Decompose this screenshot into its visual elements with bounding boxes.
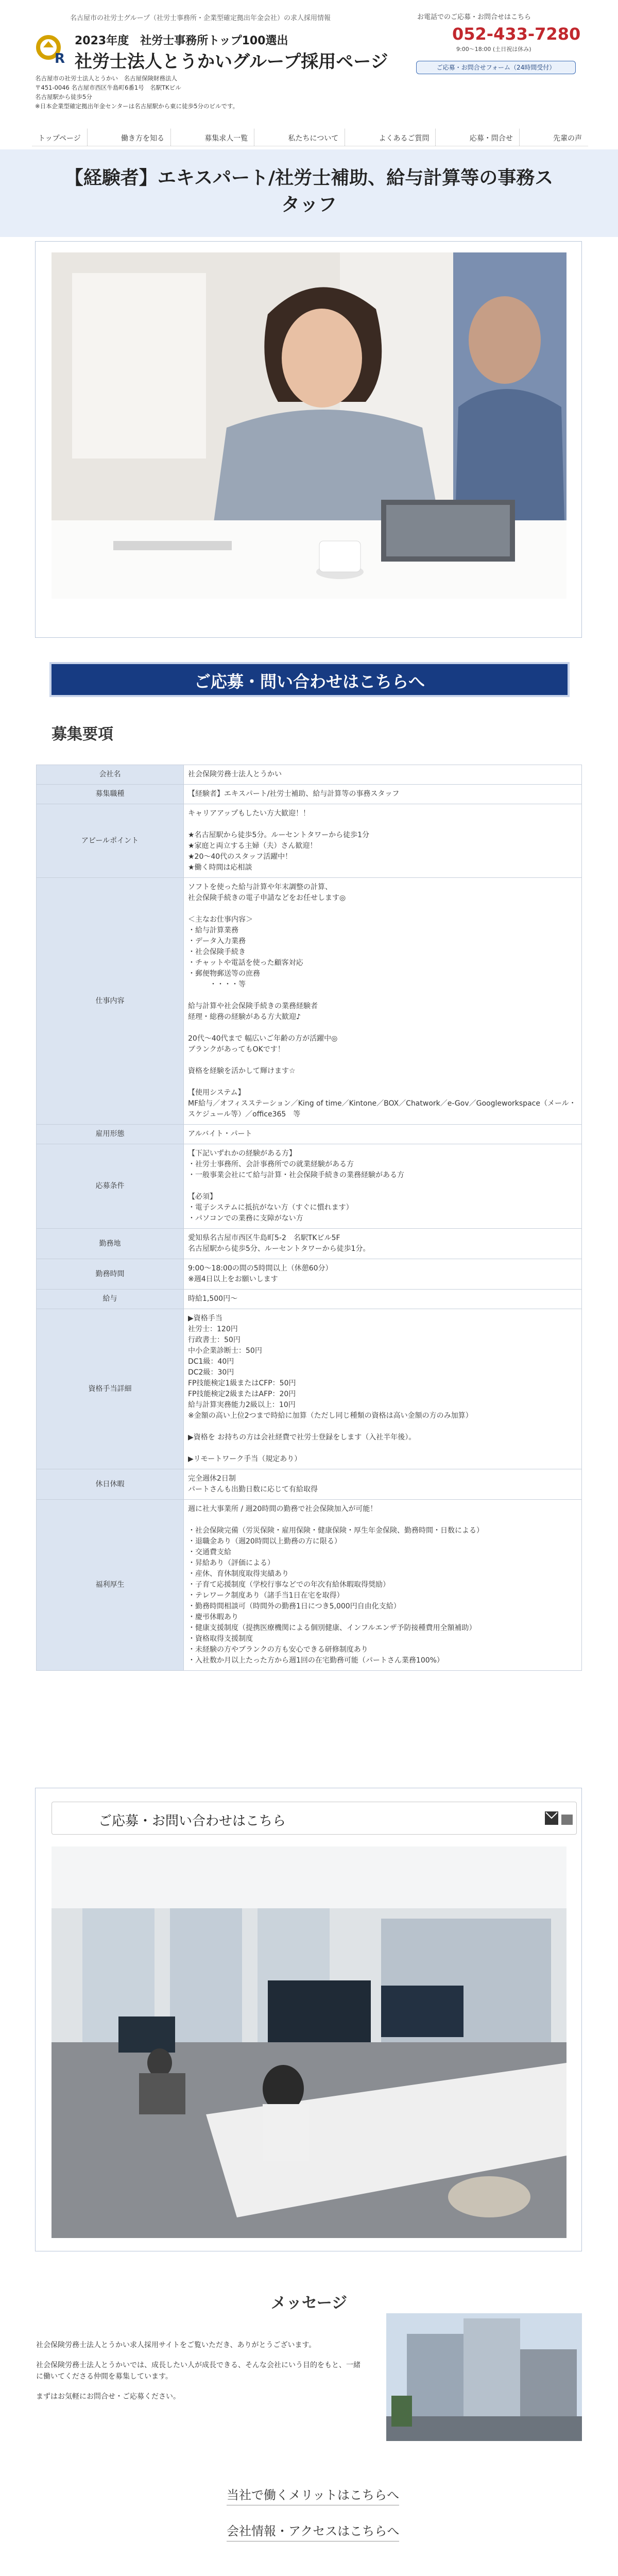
requirement-value: アルバイト・パート: [184, 1125, 582, 1144]
header-title-small: 2023年度 社労士事務所トップ100選出: [75, 35, 288, 47]
requirement-value: 社会保険労務士法人とうかい: [184, 765, 582, 785]
requirement-label: 勤務時間: [37, 1259, 184, 1290]
message-paragraph-1: 社会保険労務士法人とうかい求人採用サイトをご覧いただき、ありがとうございます。: [36, 2341, 316, 2349]
benefits-link[interactable]: 当社で働くメリットはこちらへ: [227, 2485, 399, 2505]
table-row: [37, 1144, 582, 1229]
page-title-banner: [0, 149, 618, 237]
requirement-value: ソフトを使った給与計算や年末調整の計算、 社会保険手続きの電子申請などをお任せします◎ ＜主なお仕事内容＞ ・給与計算業務 ・データ入力業務 ・社会保険手続き ・チャットや電話を使った顧客対応 ・郵便物郵送等の庶務 ・・・・等 給与計算や社会保険手続きの業務経験者 経理・総務の経験がある方大歓迎♪ 20代～40代まで 幅広いご年齢の方が活躍中◎ ブランクがあってもOKです！ 資格を経験を活かして輝けます☆ 【使用システム】 MF給与／オフィスステーション／King of time／Kintone／BOX／Chatwork／e-Gov／Googleworkspace（メール・スケジュール等）／office365 等: [184, 878, 582, 1125]
requirement-value: 週に社大事業所 / 週20時間の勤務で社会保険加入が可能！ ・社会保険完備（労災保険・雇用保険・健康保険・厚生年金保険、勤務時間・日数による） ・退職金あり（週20時間以上勤務の方に限る） ・交通費支給 ・昇給あり（評価による） ・産休、育休制度取得実績あり ・子育て応援制度（学校行事などでの年次有給休暇取得奨励） ・テレワーク制度あり（諸手当1日在宅を取得） ・勤務時間相談可（時間外の勤務1日につき5,000円自由化支給） ・慶弔休暇あり ・健康支援制度（提携医療機関による個別健康、インフルエンザ予防接種費用全額補助） ・資格取得支援制度 ・未経験の方やブランクの方も安心できる研修制度あり ・入社数か月以上たった方から週1回の在宅勤務可能（パートさん業務100%）: [184, 1500, 582, 1671]
table-row: [37, 1500, 582, 1671]
logo-icon[interactable]: [35, 32, 71, 68]
header-hours: 9:00～18:00 (土日祝は休み): [456, 46, 531, 53]
nav-work-style[interactable]: 働き方を知る: [115, 129, 171, 146]
requirement-label: 雇用形態: [37, 1125, 184, 1144]
table-row: [37, 1259, 582, 1290]
header-address-2: 〒451-0046 名古屋市西区牛島町6番1号 名駅TKビル: [35, 84, 181, 91]
table-row: [37, 1290, 582, 1309]
header-address-1: 名古屋市の社労士法人とうかい 名古屋保険財務法人: [35, 75, 177, 82]
section-title-requirements: 募集要項: [52, 725, 113, 743]
table-row: [37, 804, 582, 878]
requirement-label: 給与: [37, 1290, 184, 1309]
header-title[interactable]: 社労士法人とうかいグループ採用ページ: [75, 52, 388, 72]
office-photo: [52, 1846, 566, 2238]
requirement-value: 【下記いずれかの経験がある方】 ・社労士事務所、会計事務所での就業経験がある方 ・一般事業会社にて給与計算・社会保険手続きの業務経験がある方 【必須】 ・電子システムに抵抗がない方（すぐに慣れます） ・パソコンでの業務に支障がない方: [184, 1144, 582, 1229]
requirement-label: 会社名: [37, 765, 184, 785]
message-title: メッセージ: [270, 2294, 348, 2312]
table-row: [37, 1229, 582, 1259]
requirement-value: 時給1,500円～: [184, 1290, 582, 1309]
message-paragraph-3: まずはお気軽にお問合せ・ご応募ください。: [36, 2393, 180, 2401]
requirement-value: 9:00～18:00の間の5時間以上（休憩60分） ※週4日以上をお願いします: [184, 1259, 582, 1290]
requirement-label: 休日休暇: [37, 1469, 184, 1500]
header-contact-label: お電話でのご応募・お問合せはこちら: [417, 13, 531, 21]
requirement-value: 【経験者】エキスパート/社労士補助、給与計算等の事務スタッフ: [184, 785, 582, 804]
nav-faq[interactable]: よくあるご質問: [372, 129, 436, 146]
header-address-4: ※日本企業型確定拠出年金センターは名古屋駅から東に徒歩5分のビルです。: [35, 103, 239, 110]
nav-about[interactable]: 私たちについて: [282, 129, 346, 146]
requirement-label: 募集職種: [37, 785, 184, 804]
header-tagline: 名古屋市の社労士グループ（社労士事務所・企業型確定拠出年金会社）の求人採用情報: [70, 14, 331, 22]
building-photo: [386, 2313, 582, 2441]
nav-jobs[interactable]: 募集求人一覧: [198, 129, 254, 146]
nav-top[interactable]: トップページ: [32, 129, 88, 146]
message-paragraph-2: 社会保険労務士法人とうかいでは、成長したい人が成長できる、そんな会社にいう目的をもと、一緒に働いてくださる仲間を募集しています。: [36, 2361, 360, 2381]
nav-voices[interactable]: 先輩の声: [553, 134, 582, 143]
header-contact: [417, 11, 582, 53]
table-row: [37, 1125, 582, 1144]
requirements-table: [36, 765, 582, 1671]
requirement-value: 完全週休2日制 パートさんも出勤日数に応じて有給取得: [184, 1469, 582, 1500]
requirement-label: 福利厚生: [37, 1500, 184, 1671]
header-address-3: 名古屋駅から徒歩5分: [35, 93, 92, 100]
requirement-label: 応募条件: [37, 1144, 184, 1229]
svg-text:R: R: [55, 51, 65, 66]
apply-button[interactable]: ご応募・問い合わせはこちらへ: [49, 662, 570, 697]
table-row: [37, 878, 582, 1125]
requirement-value: キャリアアップもしたい方大歓迎！！ ★名古屋駅から徒歩5分。ルーセントタワーから徒歩1分 ★家庭と両立する主婦（夫）さん歓迎！ ★20～40代のスタッフ活躍中！ ★働く時間は応相談: [184, 804, 582, 878]
contact-box-title: ご応募・お問い合わせはこちら: [98, 1814, 286, 1829]
requirement-label: 資格手当詳細: [37, 1309, 184, 1469]
requirement-label: 仕事内容: [37, 878, 184, 1125]
site-header: [0, 0, 618, 143]
requirement-label: 勤務地: [37, 1229, 184, 1259]
company-info-link[interactable]: 会社情報・アクセスはこちらへ: [227, 2521, 399, 2541]
requirement-label: アピールポイント: [37, 804, 184, 878]
table-row: [37, 1469, 582, 1500]
requirement-value: 愛知県名古屋市西区牛島町5-2 名駅TKビル5F 名古屋駅から徒歩5分、ルーセントタワーから徒歩1分。: [184, 1229, 582, 1259]
table-row: [37, 1309, 582, 1469]
header-tel[interactable]: 052-433-7280: [452, 24, 581, 44]
global-nav: [32, 129, 588, 146]
page-title: 【経験者】エキスパート/社労士補助、給与計算等の事務スタッフ: [64, 167, 554, 215]
requirement-value: ▶資格手当 社労士：120円 行政書士：50円 中小企業診断士：50円 DC1級：40円 DC2級：30円 FP技能検定1級またはCFP：50円 FP技能検定2級またはAFP：20円 給与計算実務能力2級以上：10円 ※金額の高い上位2つまで時給に加算（ただし同じ種類の資格は高い金額の方のみ加算） ▶資格を お持ちの方は会社経費で社労士登録をします（入社半年後）。 ▶リモートワーク手当（規定あり）: [184, 1309, 582, 1469]
contact-box-header[interactable]: [52, 1802, 577, 1835]
header-form-button[interactable]: ご応募・お問合せフォーム（24時間受付）: [416, 61, 576, 74]
nav-apply[interactable]: 応募・問合せ: [464, 129, 520, 146]
table-row: [37, 785, 582, 804]
mail-icon: [544, 1810, 575, 1827]
table-row: [37, 765, 582, 785]
hero-photo: [52, 252, 566, 599]
